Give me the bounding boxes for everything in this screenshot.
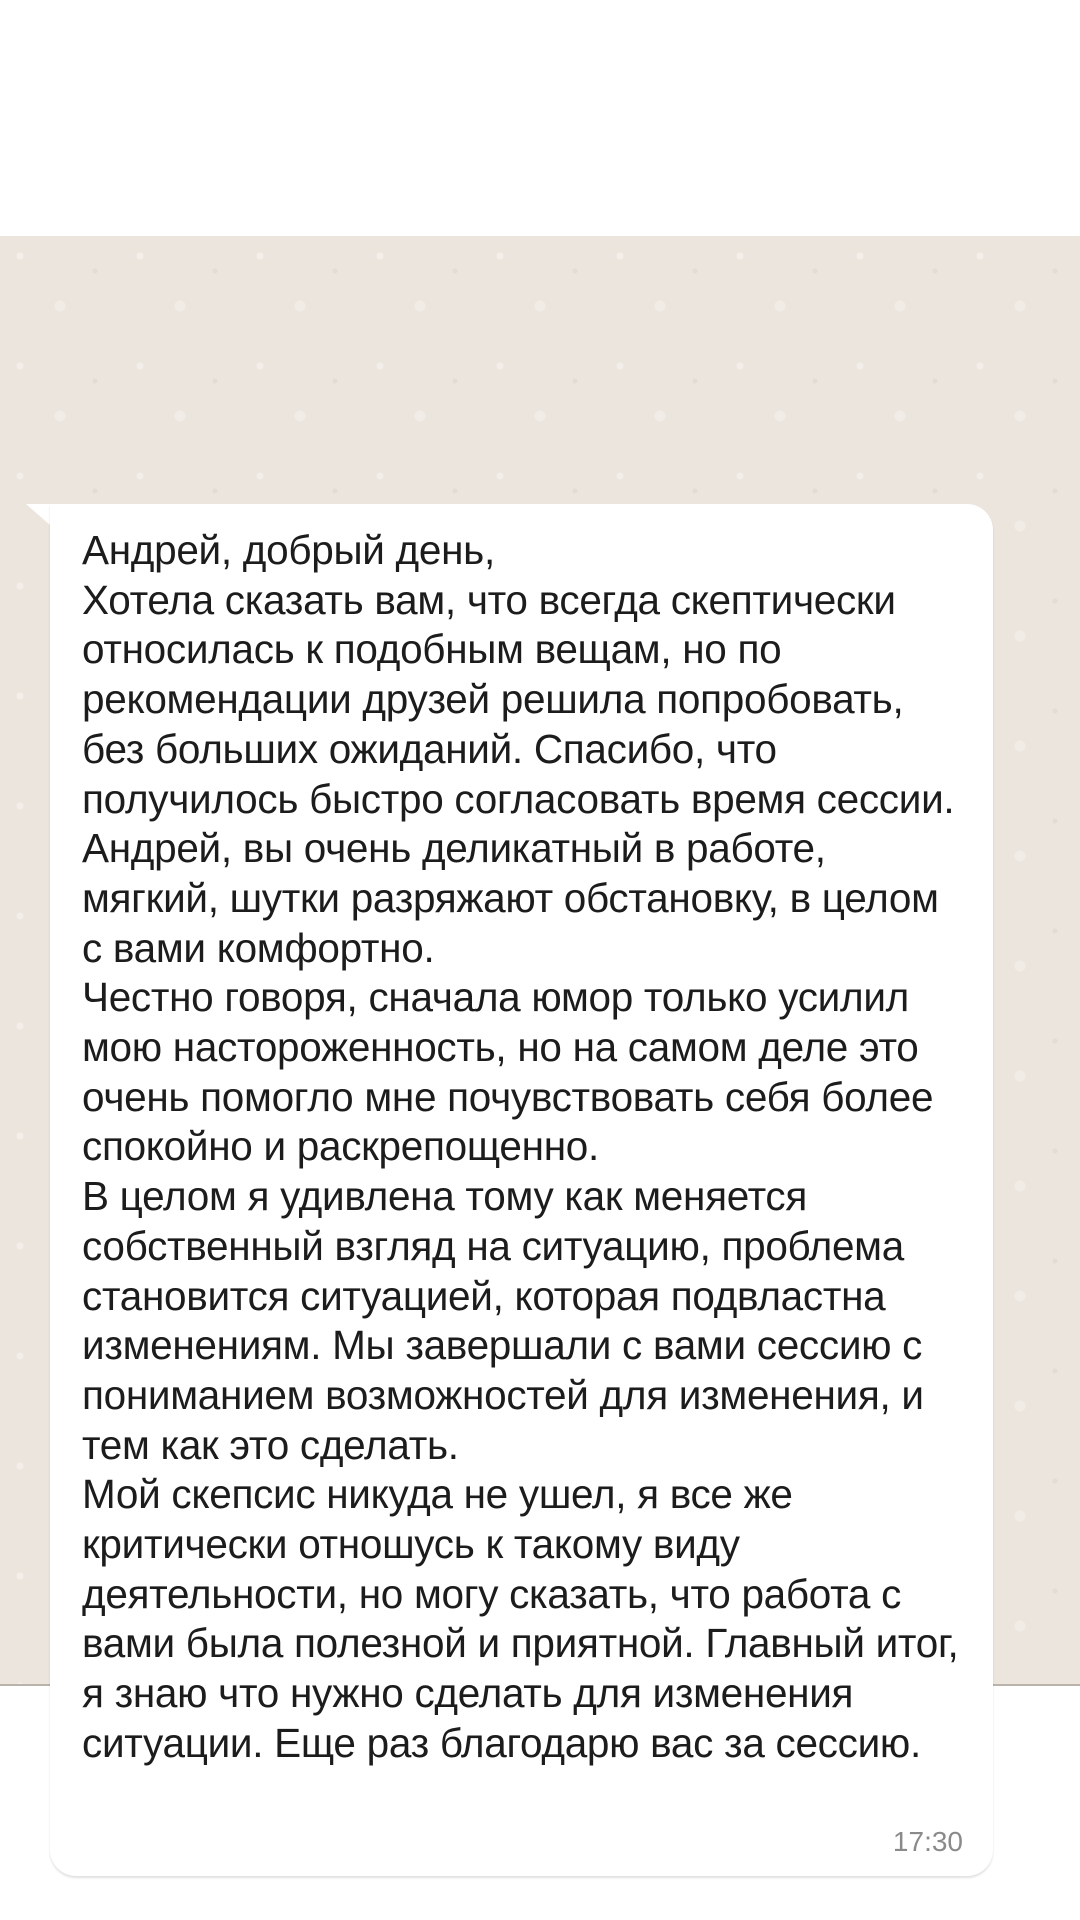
incoming-message-bubble[interactable] — [50, 504, 993, 1876]
chat-background — [0, 236, 1080, 1857]
message-text: Андрей, добрый день, Хотела сказать вам, что всегда скептически относилась к подобным вещам, но по рекомендации друзей решила попробовать, без больших ожиданий. Спасибо, что получилось быстро согласовать время сессии. Андрей, вы очень деликатный в работе, мягкий, шутки разряжают обстановку, в целом с вами комфортно. Честно говоря, сначала юмор только усилил мою настороженность, но на самом деле это очень помогло мне почувствовать себя более спокойно и раскрепощенно. В целом я удивлена тому как меняется собственный взгляд на ситуацию, проблема становится ситуацией, которая подвластна изменениям. Мы завершали с вами сессию с пониманием возможностей для изменения, и тем как это сделать. Мой скепсис никуда не ушел, я все же критически отношусь к такому виду деятельности, но могу сказать, что работа с вами была полезной и приятной. Главный итог, я знаю что нужно сделать для изменения ситуации. Еще раз благодарю вас за сессию. — [82, 527, 959, 1766]
message-timestamp: 17:30 — [892, 1826, 963, 1857]
